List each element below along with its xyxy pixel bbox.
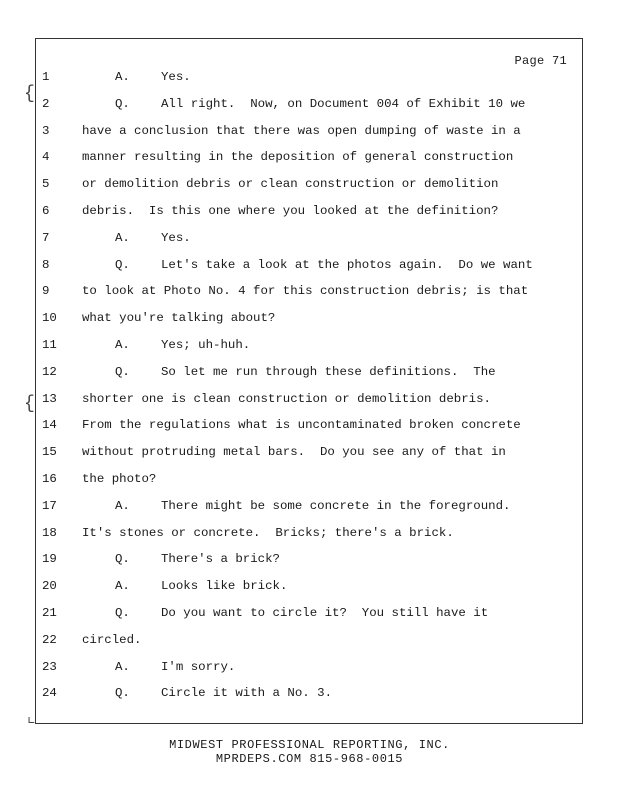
testimony-text: Let's take a look at the photos again. Do we want xyxy=(161,257,533,272)
line-text xyxy=(115,338,250,352)
transcript-line xyxy=(0,97,600,123)
line-number: 13 xyxy=(42,391,57,406)
line-text xyxy=(115,660,235,674)
transcript-line xyxy=(0,258,600,284)
line-number: 8 xyxy=(42,257,50,272)
transcript-line xyxy=(0,606,600,632)
line-number: 15 xyxy=(42,445,57,460)
testimony-text: Yes. xyxy=(161,70,191,84)
line-text xyxy=(115,606,488,620)
testimony-text: All right. Now, on Document 004 of Exhibit 10 we xyxy=(161,96,526,111)
transcript-line xyxy=(0,177,600,203)
transcript-line xyxy=(0,418,600,444)
line-number: 24 xyxy=(42,686,57,701)
speaker-label: Q. xyxy=(115,606,130,620)
transcript-line xyxy=(0,311,600,337)
speaker-label: Q. xyxy=(115,552,130,567)
line-number: 20 xyxy=(42,579,57,594)
transcript-line xyxy=(0,392,600,418)
testimony-text: I'm sorry. xyxy=(161,659,236,674)
line-number: 9 xyxy=(42,284,50,299)
line-text: the photo? xyxy=(82,472,157,486)
line-number: 5 xyxy=(42,177,50,192)
line-text: circled. xyxy=(82,632,142,647)
line-number: 6 xyxy=(42,204,50,218)
speaker-label: A. xyxy=(115,498,130,513)
line-text xyxy=(115,579,287,593)
line-number: 4 xyxy=(42,150,50,165)
transcript-line xyxy=(0,660,600,686)
transcript-line xyxy=(0,552,600,578)
line-number: 18 xyxy=(42,525,57,540)
speaker-label: Q. xyxy=(115,686,130,701)
speaker-label: Q. xyxy=(115,364,130,379)
line-number: 21 xyxy=(42,606,57,620)
testimony-text: Yes; uh-huh. xyxy=(161,338,251,352)
transcript-line xyxy=(0,124,600,150)
line-text: have a conclusion that there was open dumping of waste in a xyxy=(82,123,521,138)
transcript-line xyxy=(0,231,600,257)
line-number: 16 xyxy=(42,472,57,486)
line-number: 3 xyxy=(42,123,50,138)
line-text: what you're talking about? xyxy=(82,311,276,326)
binder-bracket-bottom: ⌞ xyxy=(26,708,37,728)
speaker-label: Q. xyxy=(115,257,130,272)
transcript-line xyxy=(0,204,600,230)
line-number: 10 xyxy=(42,311,57,326)
footer-contact: MPRDEPS.COM 815-968-0015 xyxy=(215,752,404,766)
line-number: 14 xyxy=(42,418,57,433)
line-text xyxy=(115,365,496,379)
line-text: manner resulting in the deposition of general construction xyxy=(82,150,514,165)
line-text xyxy=(115,70,191,84)
line-number: 17 xyxy=(42,498,57,513)
line-text xyxy=(115,231,191,245)
line-number: 11 xyxy=(42,338,57,352)
transcript-line xyxy=(0,499,600,525)
testimony-text: Looks like brick. xyxy=(161,579,288,594)
line-text: From the regulations what is uncontaminated broken concrete xyxy=(82,418,521,433)
transcript-line xyxy=(0,70,600,96)
testimony-text: There might be some concrete in the foreground. xyxy=(161,498,511,513)
line-text: It's stones or concrete. Bricks; there's a brick. xyxy=(82,525,454,540)
transcript-line xyxy=(0,686,600,712)
transcript-line xyxy=(0,338,600,364)
line-number: 22 xyxy=(42,632,57,647)
line-text: debris. Is this one where you looked at the definition? xyxy=(82,204,499,218)
line-number: 7 xyxy=(42,230,50,245)
line-text xyxy=(115,97,525,111)
speaker-label: Q. xyxy=(115,96,130,111)
testimony-text: There's a brick? xyxy=(161,552,280,567)
binder-bracket-middle: { xyxy=(24,394,35,414)
testimony-text: Circle it with a No. 3. xyxy=(161,686,333,701)
speaker-label: A. xyxy=(115,230,130,245)
transcript-line xyxy=(0,633,600,659)
line-text xyxy=(115,552,280,566)
line-text: to look at Photo No. 4 for this construction debris; is that xyxy=(82,284,529,299)
transcript-line xyxy=(0,472,600,498)
speaker-label: A. xyxy=(115,70,130,84)
transcript-line xyxy=(0,365,600,391)
testimony-text: Do you want to circle it? You still have it xyxy=(161,606,489,620)
line-text xyxy=(115,499,510,513)
binder-bracket-top: { xyxy=(24,84,35,104)
line-number: 19 xyxy=(42,552,57,567)
line-number: 2 xyxy=(42,96,50,111)
speaker-label: A. xyxy=(115,579,130,594)
transcript-line xyxy=(0,445,600,471)
transcript-line xyxy=(0,579,600,605)
speaker-label: A. xyxy=(115,338,130,352)
transcript-line xyxy=(0,284,600,310)
line-text: without protruding metal bars. Do you see any of that in xyxy=(82,445,506,460)
line-text xyxy=(115,686,332,700)
line-text: or demolition debris or clean construction or demolition xyxy=(82,177,499,192)
footer-company: MIDWEST PROFESSIONAL REPORTING, INC. xyxy=(169,738,450,752)
line-text: shorter one is clean construction or demolition debris. xyxy=(82,391,491,406)
line-number: 12 xyxy=(42,364,57,379)
page-number: Page 71 xyxy=(514,54,567,68)
transcript-line xyxy=(0,526,600,552)
line-text xyxy=(115,258,533,272)
line-number: 23 xyxy=(42,659,57,674)
line-number: 1 xyxy=(42,70,50,84)
transcript-line xyxy=(0,150,600,176)
speaker-label: A. xyxy=(115,659,130,674)
testimony-text: So let me run through these definitions. The xyxy=(161,364,496,379)
testimony-text: Yes. xyxy=(161,230,191,245)
